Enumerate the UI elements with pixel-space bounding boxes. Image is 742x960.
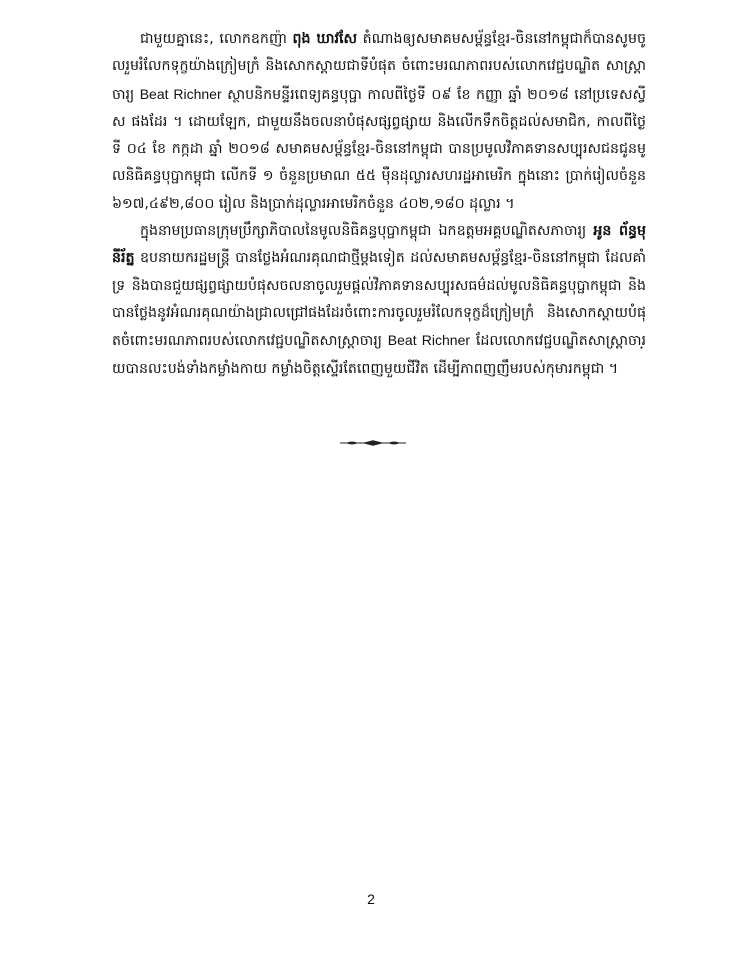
paragraph-1	[112, 26, 646, 218]
person-name-bold: អូន ព័ន្ធមុនីរ័ត្ន	[112, 223, 646, 267]
page-number: 2	[367, 891, 375, 907]
latin-name: Beat Richner	[387, 332, 471, 349]
paragraph-2-segment: ឧបនាយករដ្ឋមន្ត្រី បានថ្លែងអំណរគុណជាថ្មីម្តងទៀត ដល់សមាគមសម្ព័ន្ធខ្មែរ-ចិននៅកម្ពុជា ដែលគាំទ្រ និងបានជួយផ្សព្វផ្សាយបំផុសចលនាចូលរួមផ្តល់វិភាគទានសប្បុរសធម៌ដល់មូលនិធិគន្ធបុប្ផាកម្ពុជា និងបានថ្លែងនូវអំណរគុណយ៉ាងជ្រាលជ្រៅផងដែរចំពោះការចូលរួមរំលែកទុក្ខដ៏ក្រៀមក្រំ និងសោកស្តាយបំផុតចំពោះមរណភាពរបស់លោកវេជ្ជបណ្ឌិតសាស្ត្រាចារ្យ	[112, 250, 646, 350]
latin-name: Beat Richner	[139, 85, 222, 102]
paragraph-1-segment: ស្ថាបនិកមន្ទីរពេទ្យគន្ធបុប្ផា កាលពីថ្ងៃទី ០៩ ខែ កញ្ញា ឆ្នាំ ២០១៨ នៅប្រទេសស្វីស ផងដែរ ។ ដោយឡែក, ជាមួយនឹងចលនាបំផុសផ្សព្វផ្សាយ និងលើកទឹកចិត្តដល់សមាជិក, កាលពីថ្ងៃទី ០៤ ខែ កក្កដា ឆ្នាំ ២០១៨ សមាគមសម្ព័ន្ធខ្មែរ-ចិននៅកម្ពុជា បានប្រមូលវិភាគទានសប្បុរសជនជូនមូលនិធិគន្ធបុប្ផាកម្ពុជា លើកទី ១ ចំនួនប្រមាណ ៥៥ ម៉ឺនដុល្លារសហរដ្ឋអាមេរិក ក្នុងនោះ ប្រាក់រៀលចំនួន ៦១៧,៤៩២,៨០០ រៀល និងប្រាក់ដុល្លារអាមេរិកចំនួន ៤០២,១៨០ ដុល្លារ ។	[112, 86, 646, 212]
body-text	[112, 26, 646, 383]
paragraph-1-segment: តំណាងឲ្យសមាគមសម្ព័ន្ធខ្មែរ-ចិននៅកម្ពុជាក៏បានសូមចូលរួមរំលែកទុក្ខយ៉ាងក្រៀមក្រំ និងសោកស្តាយជាទីបំផុត ចំពោះមរណភាពរបស់លោកវេជ្ជបណ្ឌិត សាស្ត្រាចារ្យ	[112, 31, 646, 103]
paragraph-2-segment: ដែលលោកវេជ្ជបណ្ឌិតសាស្ត្រាចារ្យបានលះបង់ទាំងកម្លាំងកាយ កម្លាំងចិត្តស្ទើរតែពេញមួយជីវិត ដើម្បីភាពញញឹមរបស់កុមារកម្ពុជា ។	[112, 333, 647, 377]
divider-ornament-icon	[338, 437, 408, 449]
paragraph-2	[112, 218, 646, 383]
person-name-bold: ពុង ឃាវសែ	[292, 31, 358, 47]
paragraph-2-segment: ក្នុងនាមប្រធានក្រុមប្រឹក្សាភិបាលនៃមូលនិធិគន្ធបុប្ផាកម្ពុជា ឯកឧត្តមអគ្គបណ្ឌិតសភាចារ្យ	[140, 223, 594, 240]
paragraph-1-segment: ជាមួយគ្នានេះ, លោកឧកញ៉ា	[140, 31, 293, 47]
